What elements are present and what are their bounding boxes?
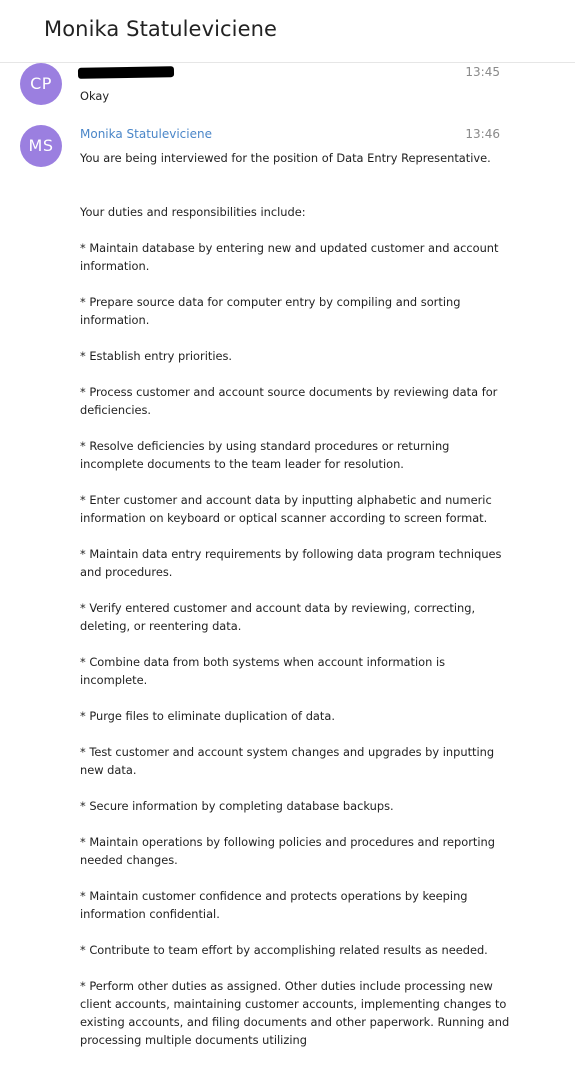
message-paragraph: * Perform other duties as assigned. Other duties include processing new client accounts, maintaining customer accounts, implementing changes to existing accounts, and filing documents and other paperwork. Running and processing multiple documents utilizing: [80, 979, 510, 1047]
chat-header: [0, 0, 575, 63]
message-paragraph: * Verify entered customer and account data by reviewing, correcting, deleting, or reentering data.: [80, 601, 476, 633]
message-paragraph: * Purge files to eliminate duplication of data.: [80, 709, 335, 723]
message-paragraph: Okay: [80, 89, 110, 103]
avatar[interactable]: CP: [20, 63, 62, 105]
message-text: [80, 87, 510, 123]
message-paragraph: * Maintain operations by following policies and procedures and reporting needed changes.: [80, 835, 495, 867]
message-paragraph: * Maintain customer confidence and protects operations by keeping information confidential.: [80, 889, 468, 921]
message-paragraph: * Resolve deficiencies by using standard procedures or returning incomplete documents to the team leader for resolution.: [80, 439, 450, 471]
avatar[interactable]: MS: [20, 125, 62, 167]
message-paragraph: * Combine data from both systems when account information is incomplete.: [80, 655, 446, 687]
message-timestamp: 13:45: [465, 65, 500, 79]
message-paragraph: * Secure information by completing database backups.: [80, 799, 394, 813]
sender-name[interactable]: Monika Statuleviciene: [80, 127, 212, 141]
message-paragraph: * Contribute to team effort by accomplishing related results as needed.: [80, 943, 488, 957]
redacted-sender-name: [78, 66, 174, 79]
message-paragraph: * Establish entry priorities.: [80, 349, 233, 363]
message-paragraph: You are being interviewed for the position of Data Entry Representative.: [80, 151, 491, 165]
message-paragraph: * Prepare source data for computer entry by compiling and sorting information.: [80, 295, 461, 327]
message-paragraph: * Test customer and account system changes and upgrades by inputting new data.: [80, 745, 495, 777]
message-paragraph: Your duties and responsibilities include:: [80, 205, 306, 219]
message-text: [80, 149, 510, 1067]
message-paragraph: * Maintain data entry requirements by following data program techniques and procedures.: [80, 547, 502, 579]
message-paragraph: * Process customer and account source documents by reviewing data for deficiencies.: [80, 385, 498, 417]
message-paragraph: * Maintain database by entering new and updated customer and account information.: [80, 241, 499, 273]
message-timestamp: 13:46: [465, 127, 500, 141]
message-paragraph: * Enter customer and account data by inputting alphabetic and numeric information on keyboard or optical scanner according to screen format.: [80, 493, 492, 525]
chat-title: Monika Statuleviciene: [44, 17, 278, 41]
